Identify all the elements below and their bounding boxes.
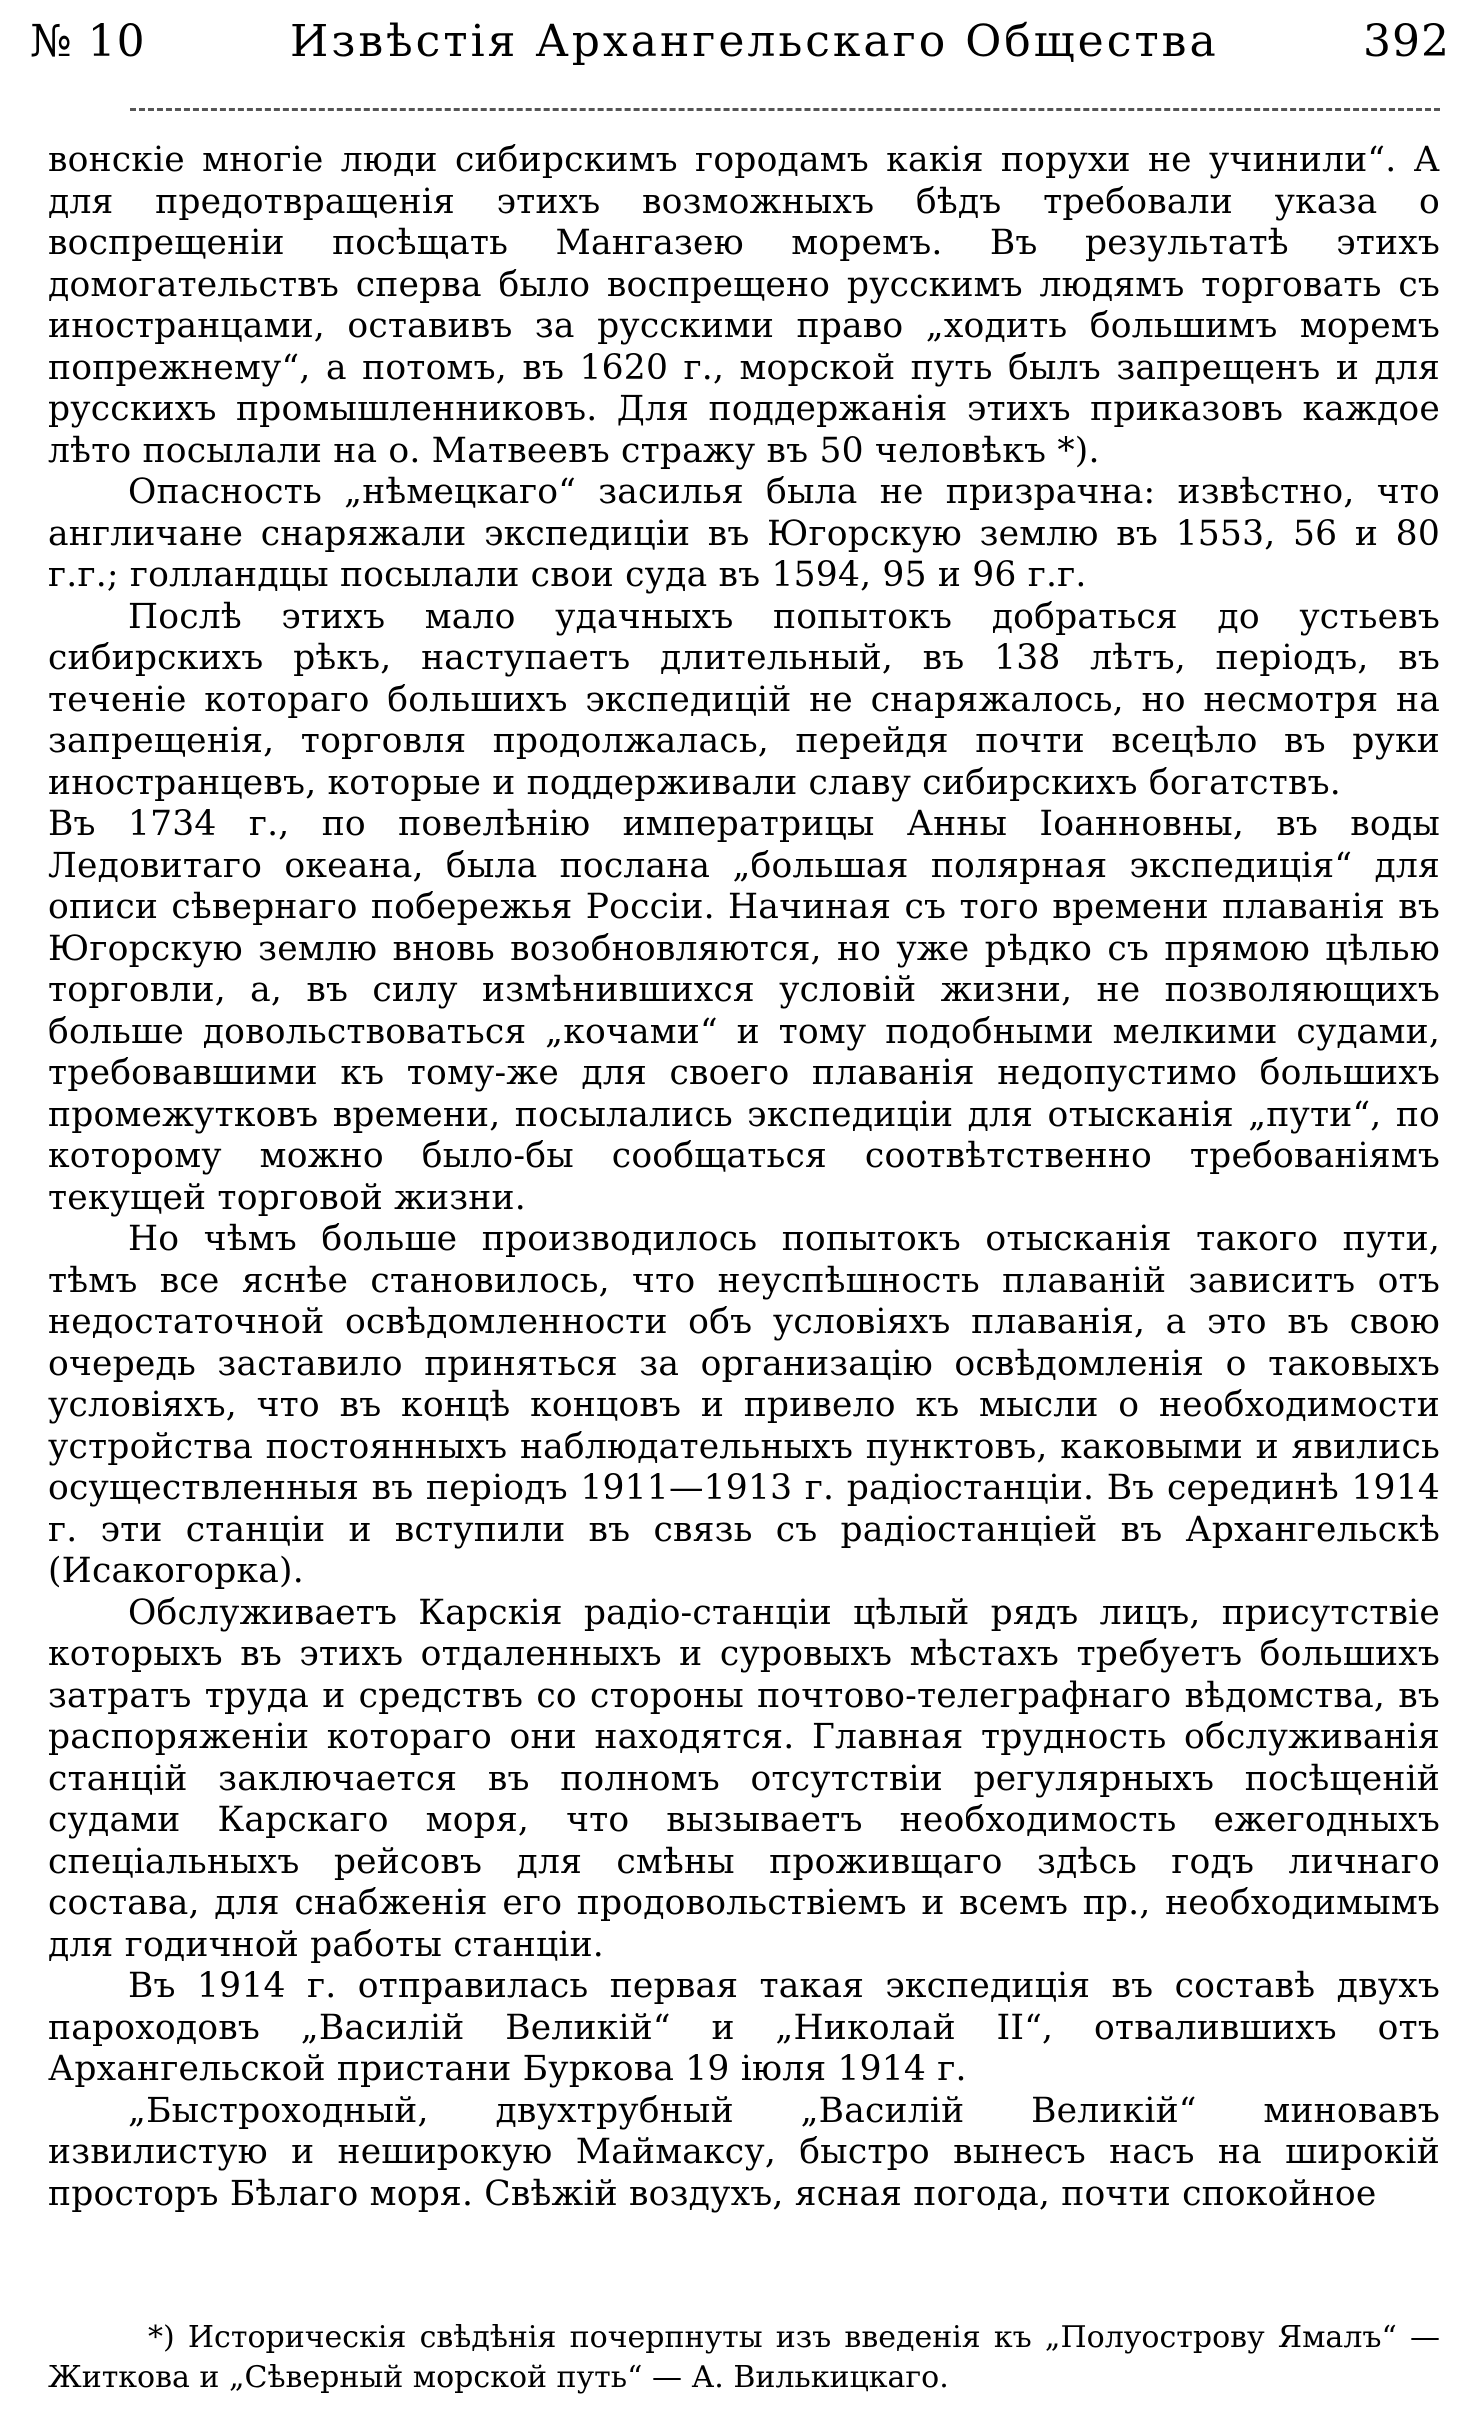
- running-header: [30, 6, 1450, 76]
- header-divider: [130, 108, 1440, 111]
- paragraph: „Быстроходный, двухтрубный „Василій Великій“ миновавъ извилистую и неширокую Маймаксу, быстро вынесъ насъ на широкій просторъ Бѣлаго моря. Свѣжій воздухъ, ясная погода, почти спокойное: [48, 2090, 1440, 2214]
- paragraph: Въ 1734 г., по повелѣнію императрицы Анны Іоанновны, въ воды Ледовитаго океана, была послана „большая полярная экспедиція“ для описи сѣвернаго побережья Россіи. Начиная съ того времени плаванія въ Югорскую землю вновь возобновляются, но уже рѣдко съ прямою цѣлью торговли, а, въ силу измѣнившихся условій жизни, не позволяющихъ больше довольствоваться „кочами“ и тому подобными мелкими судами, требовавшими къ тому-же для своего плаванія недопустимо большихъ промежутковъ времени, посылались экспедиціи для отысканія „пути“, по которому можно было-бы сообщаться соотвѣтственно требованіямъ текущей торговой жизни.: [48, 804, 1440, 1218]
- paragraph: Но чѣмъ больше производилось попытокъ отысканія такого пути, тѣмъ все яснѣе становилось, что неуспѣшность плаваній зависитъ отъ недостаточной освѣдомленности объ условіяхъ плаванія, а это въ свою очередь заставило приняться за организацію освѣдомленія о таковыхъ условіяхъ, что въ концѣ концовъ и привело къ мысли о необходимости устройства постоянныхъ наблюдательныхъ пунктовъ, каковыми и явились осуществленныя въ періодъ 1911—1913 г. радіостанціи. Въ серединѣ 1914 г. эти станціи и вступили въ связь съ радіостанціей въ Архангельскѣ (Исакогорка).: [48, 1219, 1440, 1591]
- paragraph: Послѣ этихъ мало удачныхъ попытокъ добраться до устьевъ сибирскихъ рѣкъ, наступаетъ длительный, въ 138 лѣтъ, періодъ, въ теченіе котораго большихъ экспедицій не снаряжалось, но несмотря на запрещенія, торговля продолжалась, перейдя почти всецѣло въ руки иностранцевъ, которые и поддерживали славу сибирскихъ богатствъ.: [48, 596, 1440, 803]
- footnote-text: *) Историческія свѣдѣнія почерпнуты изъ введенія къ „Полуострову Ямалъ“ — Житкова и „Сѣверный морской путь“ — А. Вилькицкаго.: [48, 2320, 1440, 2395]
- page-number: 392: [1363, 15, 1450, 67]
- paragraph: Опасность „нѣмецкаго“ засилья была не призрачна: извѣстно, что англичане снаряжали экспедиціи въ Югорскую землю въ 1553, 56 и 80 г.г.; голландцы посылали свои суда въ 1594, 95 и 96 г.г.: [48, 472, 1440, 595]
- paragraph: Обслуживаетъ Карскія радіо-станціи цѣлый рядъ лицъ, присутствіе которыхъ въ этихъ отдаленныхъ и суровыхъ мѣстахъ требуетъ большихъ затратъ труда и средствъ со стороны почтово-телеграфнаго вѣдомства, въ распоряженіи котораго они находятся. Главная трудность обслуживанія станцій заключается въ полномъ отсутствіи регулярныхъ посѣщеній судами Карскаго моря, что вызываетъ необходимость ежегодныхъ спеціальныхъ рейсовъ для смѣны проживщаго здѣсь годъ личнаго состава, для снабженія его продовольствіемъ и всемъ пр., необходимымъ для годичной работы станціи.: [48, 1592, 1440, 1965]
- paragraph: Въ 1914 г. отправилась первая такая экспедиція въ составѣ двухъ пароходовъ „Василій Великій“ и „Николай II“, отвалившихъ отъ Архангельской пристани Буркова 19 іюля 1914 г.: [48, 1966, 1440, 2089]
- document-page: [30, 0, 1450, 2416]
- journal-title: Извѣстія Архангельскаго Общества: [289, 15, 1219, 67]
- paragraph: вонскіе многіе люди сибирскимъ городамъ какія порухи не учинили“. А для предотвращенія этихъ возможныхъ бѣдъ требовали указа о воспрещеніи посѣщать Мангазею моремъ. Въ результатѣ этихъ домогательствъ сперва было воспрещено русскимъ людямъ торговать съ иностранцами, оставивъ за русскими право „ходить большимъ моремъ попрежнему“, а потомъ, въ 1620 г., морской путь былъ запрещенъ и для русскихъ промышленниковъ. Для поддержанія этихъ приказовъ каждое лѣто посылали на о. Матвеевъ стражу въ 50 человѣкъ *).: [48, 140, 1440, 471]
- article-body: [48, 140, 1440, 2215]
- issue-number: № 10: [30, 15, 146, 67]
- footnote: [48, 2318, 1440, 2398]
